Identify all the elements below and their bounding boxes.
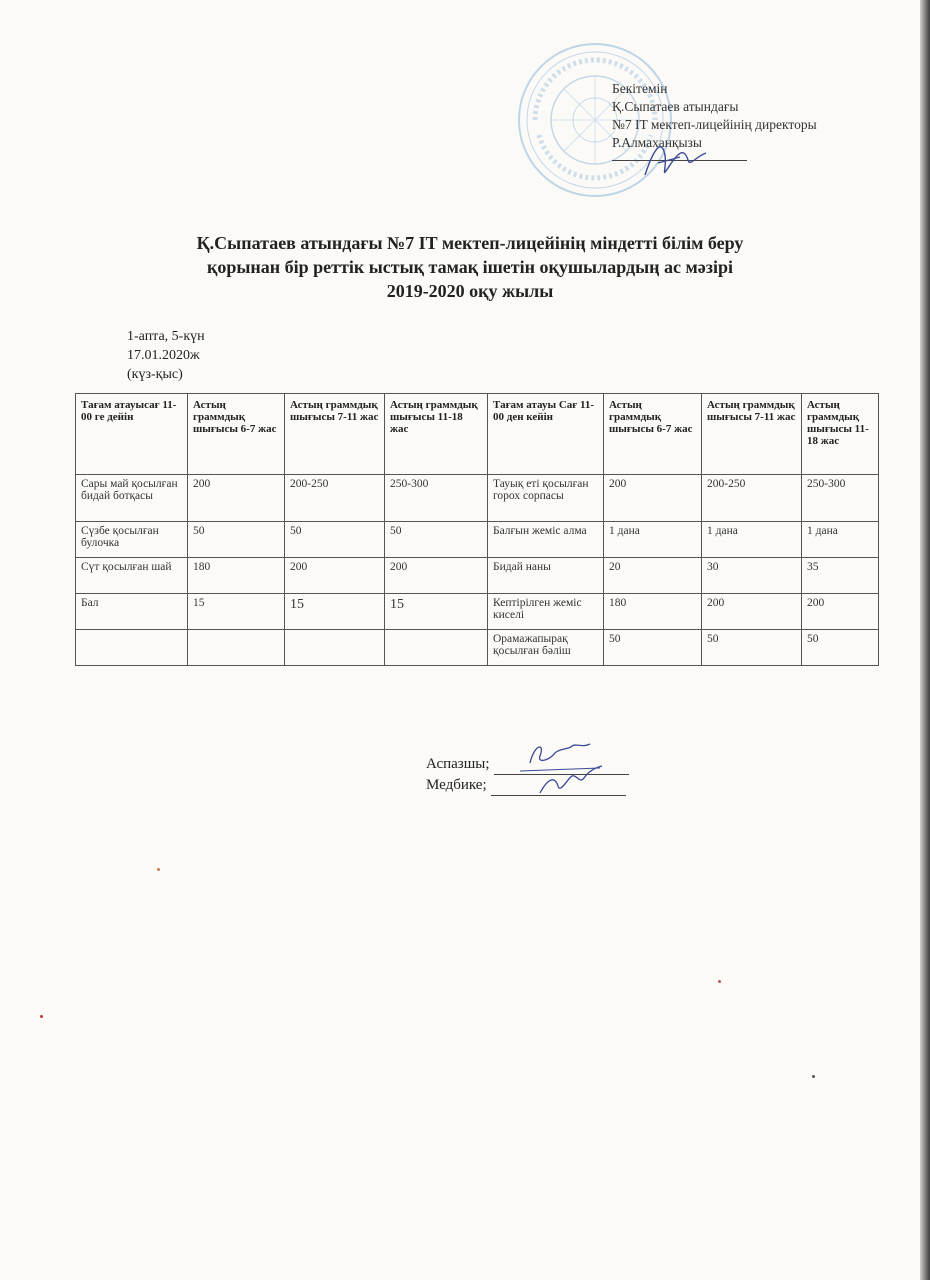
table-cell: 200 <box>385 558 488 594</box>
header-cell: Астың граммдық шығысы 6-7 жас <box>188 394 285 475</box>
header-cell: Тағам атауы Сағ 11-00 ден кейін <box>488 394 604 475</box>
week-day: 1-апта, 5-күн <box>127 329 205 344</box>
table-cell: 50 <box>802 630 879 666</box>
table-cell: 200 <box>802 594 879 630</box>
header-cell: Тағам атауысағ 11-00 ге дейін <box>76 394 188 475</box>
table-cell: Сары май қосылған бидай ботқасы <box>76 475 188 522</box>
table-cell: 200-250 <box>285 475 385 522</box>
table-cell: Кептірілген жеміс киселі <box>488 594 604 630</box>
table-cell <box>76 630 188 666</box>
menu-date: 17.01.2020ж <box>127 348 200 363</box>
table-cell: 30 <box>702 558 802 594</box>
table-row <box>76 594 879 630</box>
table-cell: 1 дана <box>702 522 802 558</box>
title-line: қорынан бір реттік ыстық тамақ ішетін оқушылардың ас мәзірі <box>206 257 734 277</box>
table-cell: 200-250 <box>702 475 802 522</box>
table-cell: 15 <box>188 594 285 630</box>
table-cell: 250-300 <box>802 475 879 522</box>
approval-line: Қ.Сыпатаев атындағы <box>612 99 739 114</box>
table-row <box>76 522 879 558</box>
table-cell: 50 <box>188 522 285 558</box>
director-signature <box>640 135 710 185</box>
speck <box>157 868 160 871</box>
page-edge-shadow <box>920 0 930 1280</box>
staff-signatures <box>510 738 610 798</box>
title-line: Қ.Сыпатаев атындағы №7 IT мектеп-лицейінің міндетті білім беру <box>196 233 744 253</box>
speck <box>40 1015 43 1018</box>
header-cell: Астың граммдық шығысы 6-7 жас <box>604 394 702 475</box>
menu-meta <box>127 327 205 384</box>
header-cell: Астың граммдық шығысы 7-11 жас <box>285 394 385 475</box>
table-cell: 180 <box>604 594 702 630</box>
speck <box>718 980 721 983</box>
table-cell: 180 <box>188 558 285 594</box>
speck <box>812 1075 815 1078</box>
menu-table <box>75 393 879 666</box>
table-cell: 15 <box>285 594 385 630</box>
table-cell: 35 <box>802 558 879 594</box>
table-header-row <box>76 394 879 475</box>
table-cell: 250-300 <box>385 475 488 522</box>
nurse-label: Медбике; <box>426 777 487 793</box>
header-cell: Астың граммдық шығысы 11-18 жас <box>802 394 879 475</box>
table-cell: Балғын жеміс алма <box>488 522 604 558</box>
table-row <box>76 475 879 522</box>
table-cell: Бал <box>76 594 188 630</box>
table-cell <box>385 630 488 666</box>
table-cell: Бидай наны <box>488 558 604 594</box>
table-cell: 20 <box>604 558 702 594</box>
cook-label: Аспазшы; <box>426 756 490 772</box>
table-cell: 200 <box>702 594 802 630</box>
season: (күз-қыс) <box>127 367 183 382</box>
table-cell: Орамажапырақ қосылған бәліш <box>488 630 604 666</box>
table-cell: 15 <box>385 594 488 630</box>
table-row <box>76 630 879 666</box>
approval-line: №7 IT мектеп-лицейінің директоры <box>612 117 817 132</box>
table-cell: Сүт қосылған шай <box>76 558 188 594</box>
table-cell <box>285 630 385 666</box>
title-line: 2019-2020 оқу жылы <box>386 281 554 301</box>
table-cell: Сүзбе қосылған булочка <box>76 522 188 558</box>
table-cell: 50 <box>285 522 385 558</box>
table-cell: 50 <box>385 522 488 558</box>
table-cell: 50 <box>604 630 702 666</box>
approval-line: Бекітемін <box>612 81 668 96</box>
table-cell: Тауық еті қосылған горох сорпасы <box>488 475 604 522</box>
table-cell: 1 дана <box>604 522 702 558</box>
table-cell: 200 <box>188 475 285 522</box>
table-cell: 1 дана <box>802 522 879 558</box>
header-cell: Астың граммдық шығысы 7-11 жас <box>702 394 802 475</box>
table-cell <box>188 630 285 666</box>
approval-line: Р.Алмаханқызы <box>612 135 702 150</box>
document-title <box>120 231 820 303</box>
table-cell: 200 <box>285 558 385 594</box>
header-cell: Астың граммдық шығысы 11-18 жас <box>385 394 488 475</box>
table-cell: 50 <box>702 630 802 666</box>
table-row <box>76 558 879 594</box>
table-cell: 200 <box>604 475 702 522</box>
